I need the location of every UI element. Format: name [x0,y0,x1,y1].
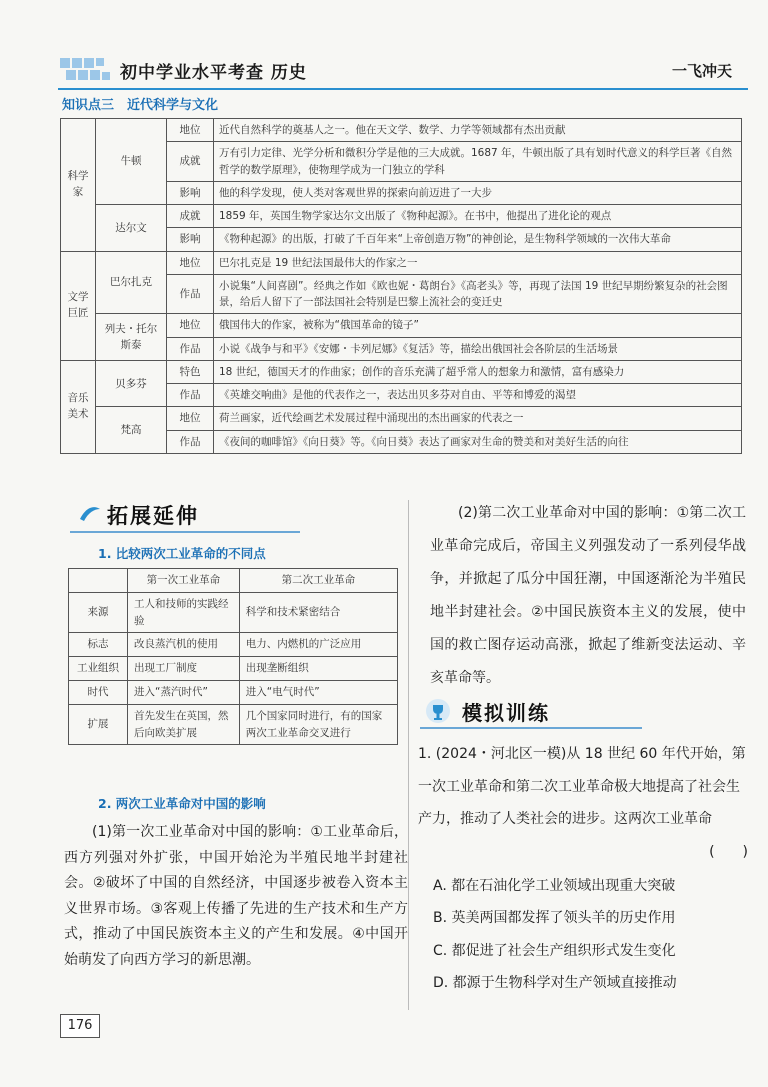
attr-label: 作品 [167,384,214,407]
cell-second: 科学和技术紧密结合 [239,592,397,633]
vangogh-works: 《夜间的咖啡馆》《向日葵》等。《向日葵》表达了画家对生命的赞美和对美好生活的向往 [214,430,742,453]
category-science: 科学家 [61,119,96,252]
table-row [69,633,398,657]
cell-second: 几个国家同时进行，有的国家两次工业革命交叉进行 [239,704,397,745]
expand-title: 拓展延伸 [107,504,199,528]
row-label: 标志 [69,633,128,657]
beethoven-works: 《英雄交响曲》是他的代表作之一，表达出贝多芬对自由、平等和博爱的渴望 [214,384,742,407]
trophy-icon [425,698,451,724]
attr-label: 地位 [167,119,214,142]
cell-first: 出现工厂制度 [128,657,240,681]
tolstoy-position: 俄国伟大的作家，被称为“俄国革命的镜子” [214,314,742,337]
beethoven-feature: 18 世纪，德国天才的作曲家；创作的音乐充满了超乎常人的想象力和激情，富有感染力 [214,360,742,383]
attr-label: 作品 [167,274,214,314]
name-beethoven: 贝多芬 [96,360,167,407]
newton-influence: 他的科学发现，使人类对客观世界的探索向前迈进了一大步 [214,181,742,204]
name-newton: 牛顿 [96,119,167,205]
header-rule [58,88,748,90]
mock-rule [420,727,642,729]
paragraph-first-revolution: (1)第一次工业革命对中国的影响：①工业革命后，西方列强对外扩张，中国开始沦为半殖民地半封建社会。②破坏了中国的自然经济，中国逐步被卷入资本主义世界市场。③客观上传播了先进的生产技术和生产方式，推动了中国民族资本主义的产生和发展。④中国开始萌发了向西方学习的新思潮。 [64,824,408,968]
cell-second: 出现垄断组织 [239,657,397,681]
subheading-compare: 1. 比较两次工业革命的不同点 [98,546,266,561]
attr-label: 特色 [167,360,214,383]
category-music-art: 音乐美术 [61,360,96,453]
name-tolstoy: 列夫・托尔斯泰 [96,314,167,361]
name-balzac: 巴尔扎克 [96,251,167,314]
table-row [69,680,398,704]
paragraph-second-revolution: (2)第二次工业革命对中国的影响：①第二次工业革命完成后，帝国主义列强发动了一系列侵华战争，并掀起了瓜分中国狂潮，中国逐渐沦为半殖民地半封建社会。②中国民族资本主义的发展，使中国的救亡图存运动高涨，掀起了维新变法运动、辛亥革命等。 [430,505,746,686]
header-brand: 一飞冲天 [672,62,733,80]
option-c: C. 都促进了社会生产组织形式发生变化 [433,943,676,959]
attr-label: 作品 [167,337,214,360]
cell-second: 进入“电气时代” [239,680,397,704]
section-title: 知识点三 近代科学与文化 [62,98,219,113]
cell-first: 首先发生在英国，然后向欧美扩展 [128,704,240,745]
newton-position: 近代自然科学的奠基人之一。他在天文学、数学、力学等领域都有杰出贡献 [214,119,742,142]
question-1 [418,738,748,868]
table-row [69,704,398,745]
darwin-achievement: 1859 年，英国生物学家达尔文出版了《物种起源》。在书中，他提出了进化论的观点 [214,205,742,228]
cell-first: 工人和技师的实践经验 [128,592,240,633]
attr-label: 影响 [167,228,214,251]
row-label: 时代 [69,680,128,704]
page-number: 176 [60,1014,100,1038]
swoosh-icon [78,503,102,525]
option-d: D. 都源于生物科学对生产领域直接推动 [433,975,677,991]
cell-second: 电力、内燃机的广泛应用 [239,633,397,657]
header-pattern [0,52,768,90]
darwin-influence: 《物种起源》的出版，打破了千百年来“上帝创造万物”的神创论，是生物科学领域的一次伟大革命 [214,228,742,251]
tolstoy-works: 小说《战争与和平》《安娜・卡列尼娜》《复活》等，描绘出俄国社会各阶层的生活场景 [214,337,742,360]
option-b: B. 英美两国都发挥了领头羊的历史作用 [433,910,676,926]
column-divider [408,500,409,1010]
row-label: 来源 [69,592,128,633]
row-label: 工业组织 [69,657,128,681]
name-vangogh: 梵高 [96,407,167,454]
knowledge-table [60,118,742,454]
category-literature: 文学巨匠 [61,251,96,360]
mock-title: 模拟训练 [462,701,550,725]
option-a: A. 都在石油化学工业领域出现重大突破 [433,878,676,894]
attr-label: 成就 [167,205,214,228]
vangogh-position: 荷兰画家，近代绘画艺术发展过程中涌现出的杰出画家的代表之一 [214,407,742,430]
attr-label: 地位 [167,407,214,430]
compare-header-first: 第一次工业革命 [128,569,240,593]
expand-rule [70,531,300,533]
attr-label: 成就 [167,142,214,182]
table-row [69,592,398,633]
question-1-stem: 1. (2024・河北区一模)从 18 世纪 60 年代开始，第一次工业革命和第二次工业革命极大地提高了社会生产力，推动了人类社会的进步。这两次工业革命 [418,746,746,827]
header-title: 初中学业水平考查 历史 [120,63,307,83]
cell-first: 改良蒸汽机的使用 [128,633,240,657]
balzac-position: 巴尔扎克是 19 世纪法国最伟大的作家之一 [214,251,742,274]
subheading-influence: 2. 两次工业革命对中国的影响 [98,796,266,811]
balzac-works: 小说集“人间喜剧”。经典之作如《欧也妮・葛朗台》《高老头》等，再现了法国 19 世纪早期纷繁复杂的社会图景，给后人留下了一部法国社会特别是巴黎上流社会的变迁史 [214,274,742,314]
attr-label: 地位 [167,314,214,337]
answer-bracket: ( ) [709,843,748,860]
attr-label: 影响 [167,181,214,204]
compare-corner [69,569,128,593]
compare-table [68,568,398,745]
compare-header-second: 第二次工业革命 [239,569,397,593]
table-row [69,657,398,681]
attr-label: 地位 [167,251,214,274]
row-label: 扩展 [69,704,128,745]
cell-first: 进入“蒸汽时代” [128,680,240,704]
name-darwin: 达尔文 [96,205,167,252]
newton-achievement: 万有引力定律、光学分析和微积分学是他的三大成就。1687 年，牛顿出版了具有划时代意义的科学巨著《自然哲学的数学原理》，使物理学成为一门独立的学科 [214,142,742,182]
attr-label: 作品 [167,430,214,453]
